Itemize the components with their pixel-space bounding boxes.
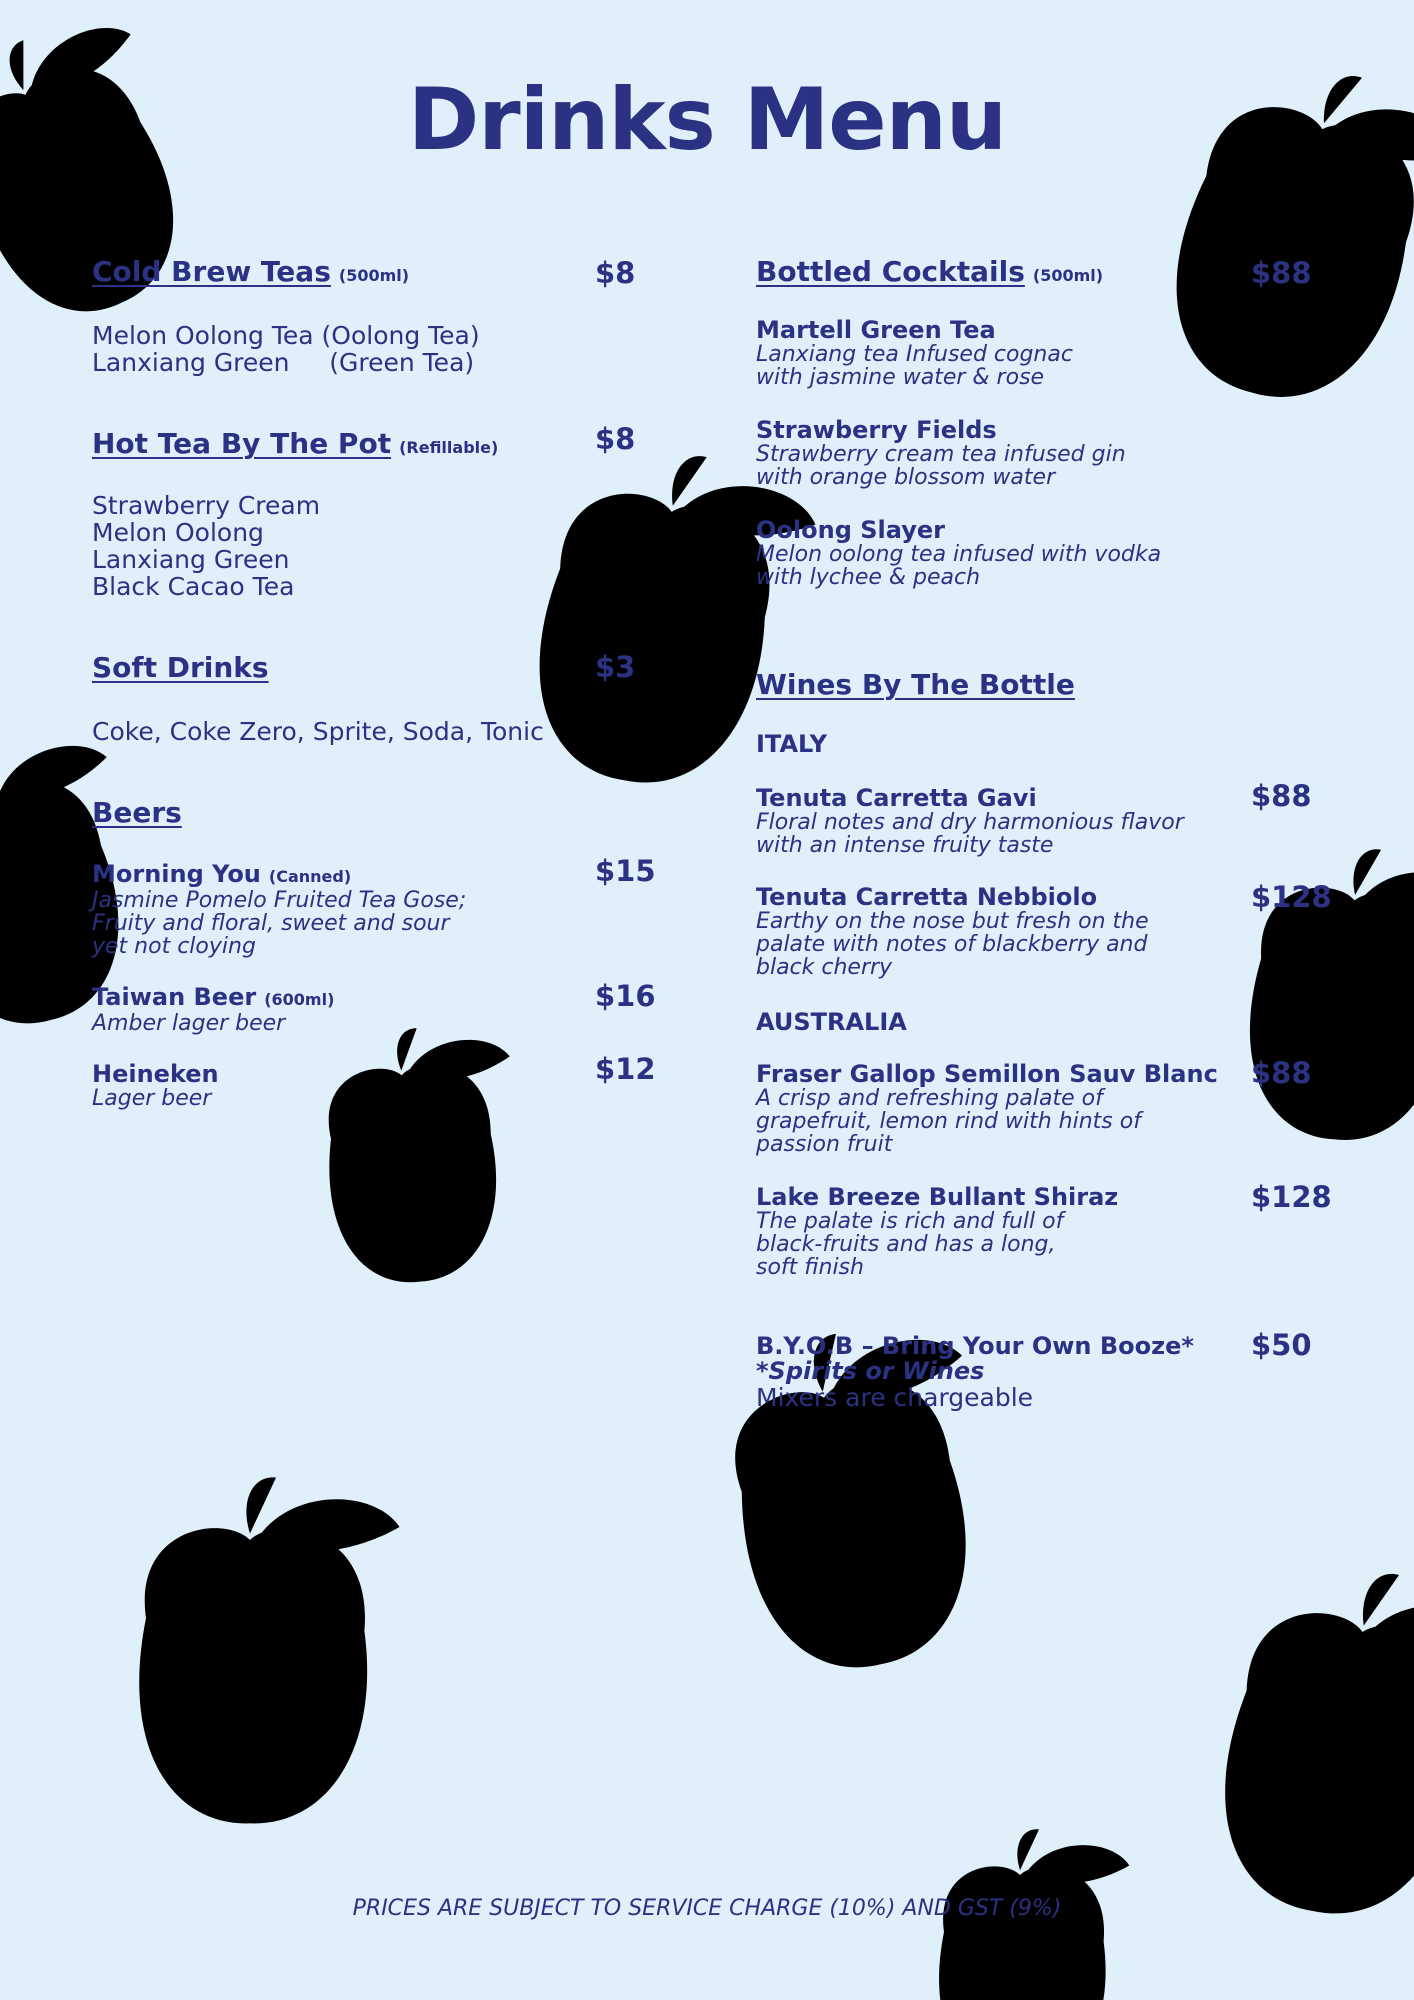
list-item: Coke, Coke Zero, Sprite, Soda, Tonic	[92, 717, 544, 746]
hot-tea-heading	[92, 427, 498, 460]
cold-brew-price: $8	[595, 256, 636, 290]
byob-title: B.Y.O.B – Bring Your Own Booze*	[756, 1332, 1194, 1360]
fruit-icon	[139, 1477, 399, 1823]
soft-drinks-list	[92, 718, 544, 745]
beer-item-taiwan-beer	[92, 985, 334, 1035]
item-description: palate with notes of blackberry and	[756, 932, 1148, 957]
country-australia: AUSTRALIA	[756, 1008, 907, 1036]
byob-item	[756, 1334, 1194, 1411]
list-item: Lanxiang Green	[92, 545, 290, 574]
wine-price: $128	[1251, 880, 1332, 914]
item-description: grapefruit, lemon rind with hints of	[756, 1109, 1141, 1134]
cocktails-title: Bottled Cocktails	[756, 255, 1025, 288]
list-item: Strawberry Cream	[92, 491, 321, 520]
soft-drinks-price: $3	[595, 650, 636, 684]
item-description: Earthy on the nose but fresh on the	[756, 909, 1149, 934]
fruit-icon	[317, 1020, 529, 1288]
item-description: Fruity and floral, sweet and sour	[92, 911, 450, 936]
item-description: with jasmine water & rose	[756, 365, 1045, 390]
hot-tea-tag: (Refillable)	[399, 438, 499, 457]
item-name: Fraser Gallop Semillon Sauv Blanc	[756, 1060, 1218, 1088]
hot-tea-title: Hot Tea By The Pot	[92, 427, 392, 460]
item-description: Jasmine Pomelo Fruited Tea Gose;	[92, 888, 467, 913]
item-description: Lanxiang tea Infused cognac	[756, 342, 1073, 367]
cocktail-item	[756, 318, 1073, 389]
cold-brew-heading	[92, 255, 409, 288]
cocktail-item	[756, 518, 1161, 589]
item-name: Morning You	[92, 860, 261, 888]
footer-note: PRICES ARE SUBJECT TO SERVICE CHARGE (10%) AND GST (9%)	[352, 1896, 1062, 1921]
wine-item	[756, 885, 1149, 979]
item-name: Martell Green Tea	[756, 316, 996, 344]
cocktails-heading	[756, 255, 1103, 288]
wine-price: $88	[1251, 779, 1312, 813]
item-description: Lager beer	[92, 1086, 212, 1111]
soft-drinks-heading: Soft Drinks	[92, 651, 269, 684]
item-description: The palate is rich and full of	[756, 1209, 1064, 1234]
fruit-icon	[1204, 1551, 1414, 1937]
beer-price-morning-you: $15	[595, 854, 656, 888]
item-description: with an intense fruity taste	[756, 833, 1054, 858]
beer-price-heineken: $12	[595, 1052, 656, 1086]
hot-tea-price: $8	[595, 422, 636, 456]
cold-brew-size: (500ml)	[338, 266, 410, 285]
country-italy: ITALY	[756, 730, 827, 758]
item-tag: (Canned)	[268, 867, 352, 886]
item-description: with orange blossom water	[756, 465, 1056, 490]
cold-brew-title: Cold Brew Teas	[92, 255, 331, 288]
beer-item-heineken	[92, 1062, 219, 1110]
item-description: black cherry	[756, 955, 893, 980]
item-description: Floral notes and dry harmonious flavor	[756, 810, 1184, 835]
cocktails-size: (500ml)	[1032, 266, 1104, 285]
wine-item	[756, 786, 1184, 857]
item-name: Tenuta Carretta Nebbiolo	[756, 883, 1098, 911]
byob-note: *Spirits or Wines	[756, 1357, 985, 1385]
list-item: Lanxiang Green (Green Tea)	[92, 348, 475, 377]
item-description: Amber lager beer	[92, 1011, 286, 1036]
list-item: Melon Oolong Tea (Oolong Tea)	[92, 321, 480, 350]
item-name: Strawberry Fields	[756, 416, 997, 444]
beer-item-morning-you	[92, 862, 466, 958]
item-tag: (600ml)	[264, 990, 335, 1009]
item-description: with lychee & peach	[756, 565, 981, 590]
cocktail-item	[756, 418, 1126, 489]
beer-price-taiwan-beer: $16	[595, 979, 656, 1013]
item-description: A crisp and refreshing palate of	[756, 1086, 1103, 1111]
item-name: Tenuta Carretta Gavi	[756, 784, 1037, 812]
byob-extra: Mixers are chargeable	[756, 1383, 1034, 1412]
cold-brew-list	[92, 322, 480, 376]
item-description: Strawberry cream tea infused gin	[756, 442, 1126, 467]
wine-price: $88	[1251, 1056, 1312, 1090]
item-description: yet not cloying	[92, 934, 256, 959]
wine-item	[756, 1062, 1218, 1156]
wine-item	[756, 1185, 1118, 1279]
item-name: Taiwan Beer	[92, 983, 257, 1011]
hot-tea-list	[92, 492, 320, 600]
wine-price: $128	[1251, 1180, 1332, 1214]
item-name: Oolong Slayer	[756, 516, 945, 544]
page-title: Drinks Menu	[407, 70, 1007, 170]
list-item: Black Cacao Tea	[92, 572, 295, 601]
item-description: passion fruit	[756, 1132, 893, 1157]
byob-price: $50	[1251, 1328, 1312, 1362]
item-description: Melon oolong tea infused with vodka	[756, 542, 1162, 567]
fruit-icon	[0, 0, 232, 340]
list-item: Melon Oolong	[92, 518, 264, 547]
wines-heading: Wines By The Bottle	[756, 668, 1075, 701]
item-name: Lake Breeze Bullant Shiraz	[756, 1183, 1119, 1211]
cocktails-price: $88	[1251, 256, 1312, 290]
item-description: black-fruits and has a long,	[756, 1232, 1056, 1257]
beers-heading: Beers	[92, 796, 182, 829]
item-name: Heineken	[92, 1060, 219, 1088]
item-description: soft finish	[756, 1255, 864, 1280]
